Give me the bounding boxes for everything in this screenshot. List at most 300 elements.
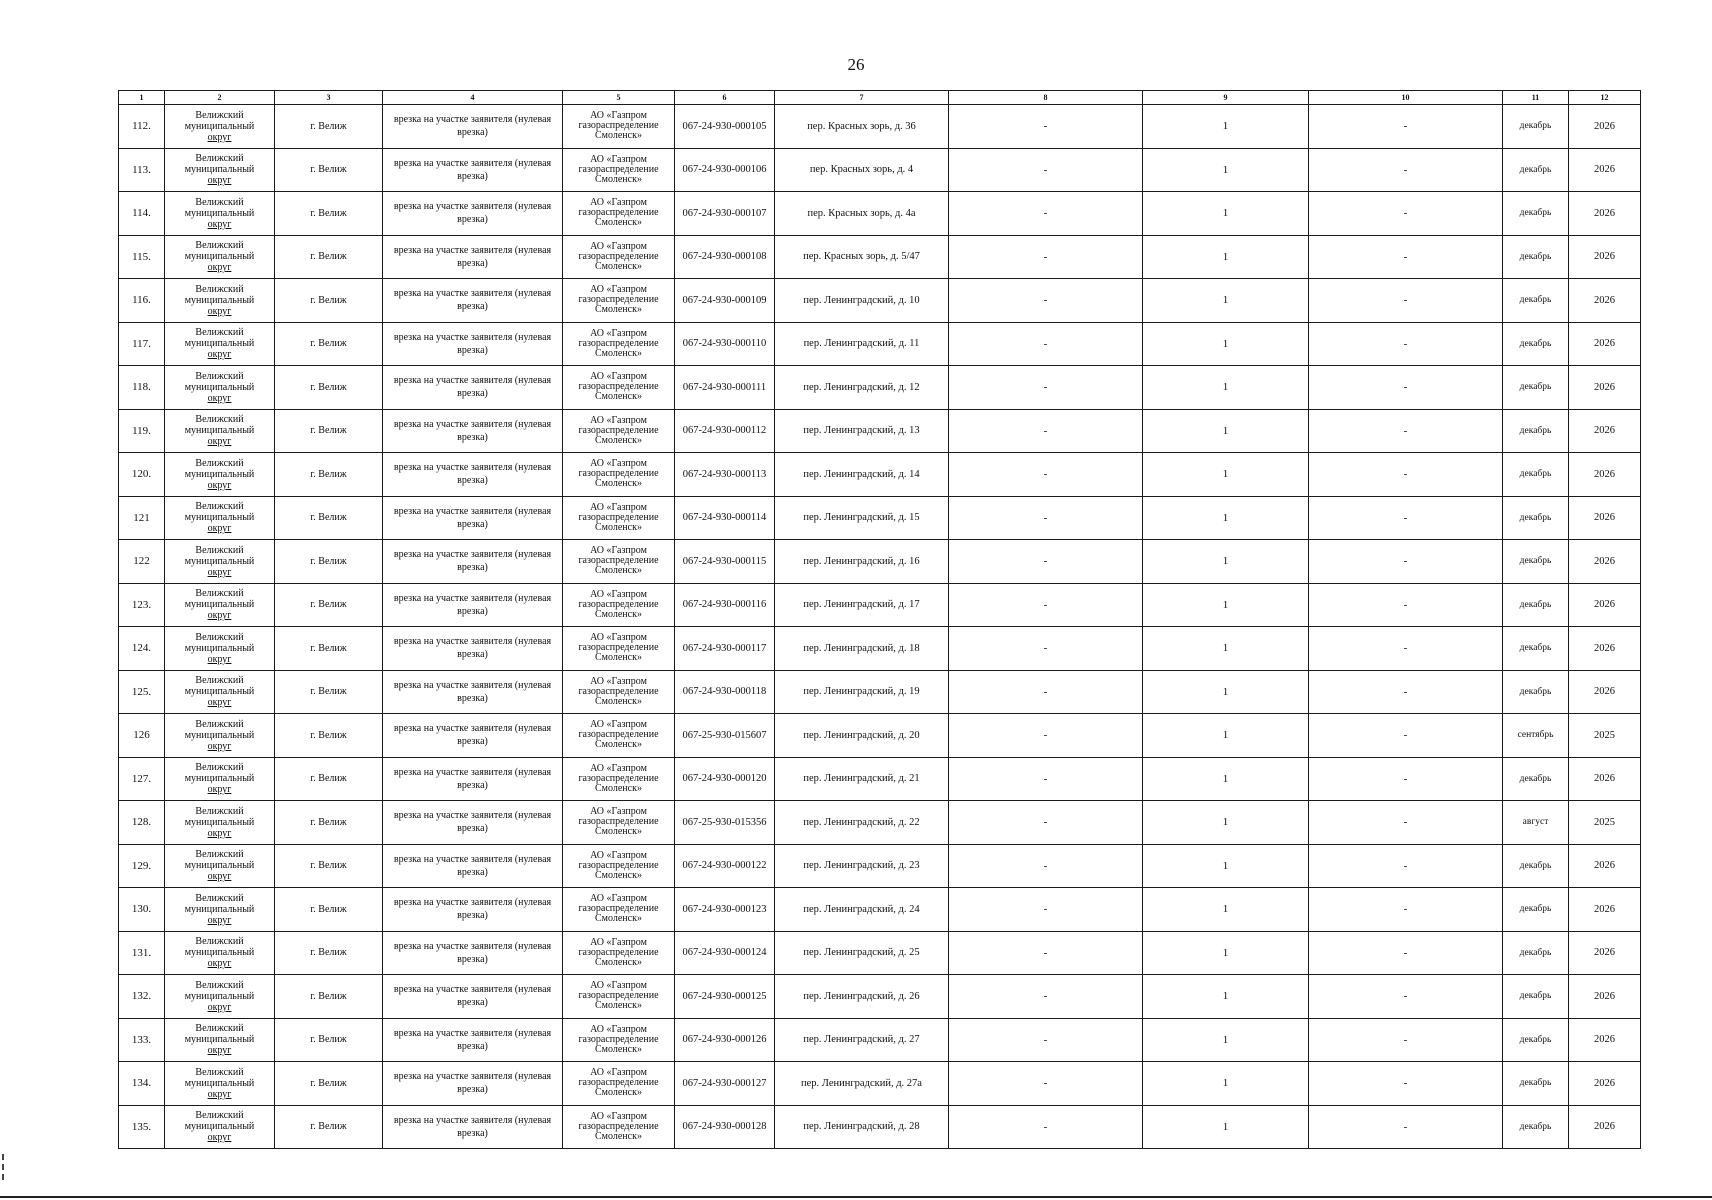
table-row <box>119 583 1641 627</box>
organization-cell <box>563 801 675 845</box>
col9-cell: 1 <box>1143 279 1309 323</box>
month-cell: декабрь <box>1503 279 1569 323</box>
organization-line: Смоленск» <box>595 956 642 968</box>
organization-cell <box>563 279 675 323</box>
work-type-cell: врезка на участке заявителя (нулевая врезка) <box>383 1062 563 1106</box>
organization-line: газораспределение <box>578 163 659 175</box>
organization-line: газораспределение <box>578 468 659 480</box>
col8-cell: - <box>949 801 1143 845</box>
organization-cell <box>563 844 675 888</box>
col8-cell: - <box>949 540 1143 584</box>
month-cell: декабрь <box>1503 757 1569 801</box>
organization-line: АО «Газпром <box>590 675 647 687</box>
organization-line: Смоленск» <box>595 304 642 316</box>
organization-line: газораспределение <box>578 642 659 654</box>
organization-line: газораспределение <box>578 729 659 741</box>
organization-line: газораспределение <box>578 903 659 915</box>
organization-line: Смоленск» <box>595 608 642 620</box>
municipality-line: округ <box>207 610 232 622</box>
municipality-line: Велижский <box>195 544 244 556</box>
col10-cell: - <box>1309 409 1503 453</box>
code-cell: 067-24-930-000118 <box>675 670 775 714</box>
col-header: 11 <box>1503 91 1569 105</box>
municipality-line: муниципальный <box>184 207 255 219</box>
col-header: 10 <box>1309 91 1503 105</box>
table-row <box>119 540 1641 584</box>
table-row <box>119 627 1641 671</box>
col-header: 9 <box>1143 91 1309 105</box>
month-cell: декабрь <box>1503 453 1569 497</box>
col9-cell: 1 <box>1143 409 1309 453</box>
organization-cell <box>563 235 675 279</box>
address-cell: пер. Ленинградский, д. 17 <box>775 583 949 627</box>
address-cell: пер. Ленинградский, д. 14 <box>775 453 949 497</box>
year-cell: 2026 <box>1569 670 1641 714</box>
work-type-cell: врезка на участке заявителя (нулевая врезка) <box>383 670 563 714</box>
row-number-cell: 116. <box>119 279 165 323</box>
organization-line: АО «Газпром <box>590 414 647 426</box>
code-cell: 067-24-930-000114 <box>675 496 775 540</box>
col8-cell: - <box>949 496 1143 540</box>
table-row <box>119 931 1641 975</box>
organization-line: Смоленск» <box>595 826 642 838</box>
col9-cell: 1 <box>1143 1062 1309 1106</box>
row-number-cell: 112. <box>119 105 165 149</box>
municipality-line: округ <box>207 392 232 404</box>
municipality-line: Велижский <box>195 936 244 948</box>
municipality-cell <box>165 844 275 888</box>
code-cell: 067-24-930-000106 <box>675 148 775 192</box>
col10-cell: - <box>1309 757 1503 801</box>
col8-cell: - <box>949 714 1143 758</box>
month-cell: декабрь <box>1503 1105 1569 1149</box>
municipality-cell <box>165 453 275 497</box>
register-table <box>118 90 1641 1149</box>
municipality-line: Велижский <box>195 979 244 991</box>
address-cell: пер. Ленинградский, д. 13 <box>775 409 949 453</box>
code-cell: 067-24-930-000107 <box>675 192 775 236</box>
month-cell: декабрь <box>1503 670 1569 714</box>
municipality-cell <box>165 888 275 932</box>
municipality-cell <box>165 931 275 975</box>
table-row <box>119 1062 1641 1106</box>
col9-cell: 1 <box>1143 931 1309 975</box>
municipality-cell <box>165 322 275 366</box>
city-cell: г. Велиж <box>275 279 383 323</box>
organization-line: АО «Газпром <box>590 284 647 296</box>
code-cell: 067-24-930-000112 <box>675 409 775 453</box>
work-type-cell: врезка на участке заявителя (нулевая врезка) <box>383 583 563 627</box>
table-row <box>119 1105 1641 1149</box>
table-row <box>119 148 1641 192</box>
municipality-line: округ <box>207 349 232 361</box>
address-cell: пер. Ленинградский, д. 26 <box>775 975 949 1019</box>
organization-line: Смоленск» <box>595 869 642 881</box>
organization-line: АО «Газпром <box>590 1110 647 1122</box>
code-cell: 067-24-930-000124 <box>675 931 775 975</box>
month-cell: август <box>1503 801 1569 845</box>
row-number-cell: 134. <box>119 1062 165 1106</box>
table-row <box>119 1018 1641 1062</box>
row-number-cell: 123. <box>119 583 165 627</box>
municipality-cell <box>165 192 275 236</box>
city-cell: г. Велиж <box>275 192 383 236</box>
address-cell: пер. Ленинградский, д. 25 <box>775 931 949 975</box>
organization-line: газораспределение <box>578 294 659 306</box>
col9-cell: 1 <box>1143 496 1309 540</box>
address-cell: пер. Ленинградский, д. 20 <box>775 714 949 758</box>
col-header: 8 <box>949 91 1143 105</box>
col10-cell: - <box>1309 105 1503 149</box>
year-cell: 2026 <box>1569 279 1641 323</box>
month-cell: сентябрь <box>1503 714 1569 758</box>
municipality-line: муниципальный <box>184 468 255 480</box>
organization-line: АО «Газпром <box>590 806 647 818</box>
organization-line: АО «Газпром <box>590 110 647 122</box>
col10-cell: - <box>1309 844 1503 888</box>
month-cell: декабрь <box>1503 975 1569 1019</box>
month-cell: декабрь <box>1503 627 1569 671</box>
address-cell: пер. Ленинградский, д. 24 <box>775 888 949 932</box>
city-cell: г. Велиж <box>275 1018 383 1062</box>
municipality-cell <box>165 1018 275 1062</box>
organization-line: Смоленск» <box>595 1043 642 1055</box>
organization-line: газораспределение <box>578 1077 659 1089</box>
municipality-line: муниципальный <box>184 947 255 959</box>
work-type-cell: врезка на участке заявителя (нулевая врезка) <box>383 844 563 888</box>
table-row <box>119 670 1641 714</box>
organization-line: газораспределение <box>578 1033 659 1045</box>
municipality-line: муниципальный <box>184 512 255 524</box>
municipality-line: округ <box>207 131 232 143</box>
organization-line: Смоленск» <box>595 478 642 490</box>
organization-line: АО «Газпром <box>590 1067 647 1079</box>
col8-cell: - <box>949 670 1143 714</box>
col-header: 12 <box>1569 91 1641 105</box>
work-type-cell: врезка на участке заявителя (нулевая врезка) <box>383 279 563 323</box>
row-number-cell: 125. <box>119 670 165 714</box>
row-number-cell: 135. <box>119 1105 165 1149</box>
organization-line: Смоленск» <box>595 1087 642 1099</box>
page-bottom-border <box>0 1196 1712 1198</box>
year-cell: 2026 <box>1569 1018 1641 1062</box>
row-number-cell: 130. <box>119 888 165 932</box>
organization-line: АО «Газпром <box>590 327 647 339</box>
col-header: 6 <box>675 91 775 105</box>
col9-cell: 1 <box>1143 322 1309 366</box>
work-type-cell: врезка на участке заявителя (нулевая врезка) <box>383 192 563 236</box>
col8-cell: - <box>949 453 1143 497</box>
municipality-line: Велижский <box>195 370 244 382</box>
organization-line: АО «Газпром <box>590 849 647 861</box>
col8-cell: - <box>949 627 1143 671</box>
code-cell: 067-24-930-000115 <box>675 540 775 584</box>
month-cell: декабрь <box>1503 366 1569 410</box>
table-row <box>119 975 1641 1019</box>
municipality-line: Велижский <box>195 501 244 513</box>
city-cell: г. Велиж <box>275 409 383 453</box>
organization-line: АО «Газпром <box>590 501 647 513</box>
municipality-line: Велижский <box>195 327 244 339</box>
col10-cell: - <box>1309 1018 1503 1062</box>
address-cell: пер. Ленинградский, д. 12 <box>775 366 949 410</box>
month-cell: декабрь <box>1503 1018 1569 1062</box>
organization-cell <box>563 757 675 801</box>
row-number-cell: 128. <box>119 801 165 845</box>
col10-cell: - <box>1309 670 1503 714</box>
work-type-cell: врезка на участке заявителя (нулевая врезка) <box>383 627 563 671</box>
organization-cell <box>563 192 675 236</box>
col8-cell: - <box>949 366 1143 410</box>
row-number-cell: 114. <box>119 192 165 236</box>
municipality-line: Велижский <box>195 805 244 817</box>
year-cell: 2026 <box>1569 105 1641 149</box>
municipality-cell <box>165 670 275 714</box>
month-cell: декабрь <box>1503 105 1569 149</box>
organization-line: газораспределение <box>578 816 659 828</box>
month-cell: декабрь <box>1503 409 1569 453</box>
address-cell: пер. Красных зорь, д. 4 <box>775 148 949 192</box>
municipality-line: муниципальный <box>184 816 255 828</box>
col10-cell: - <box>1309 714 1503 758</box>
col10-cell: - <box>1309 540 1503 584</box>
address-cell: пер. Ленинградский, д. 11 <box>775 322 949 366</box>
municipality-line: муниципальный <box>184 381 255 393</box>
code-cell: 067-24-930-000108 <box>675 235 775 279</box>
municipality-line: Велижский <box>195 1110 244 1122</box>
col8-cell: - <box>949 757 1143 801</box>
organization-line: Смоленск» <box>595 217 642 229</box>
month-cell: декабрь <box>1503 844 1569 888</box>
organization-line: АО «Газпром <box>590 545 647 557</box>
municipality-line: округ <box>207 914 232 926</box>
table-row <box>119 322 1641 366</box>
municipality-cell <box>165 801 275 845</box>
organization-cell <box>563 714 675 758</box>
code-cell: 067-24-930-000109 <box>675 279 775 323</box>
city-cell: г. Велиж <box>275 235 383 279</box>
organization-line: Смоленск» <box>595 1130 642 1142</box>
city-cell: г. Велиж <box>275 627 383 671</box>
col9-cell: 1 <box>1143 235 1309 279</box>
year-cell: 2025 <box>1569 801 1641 845</box>
month-cell: декабрь <box>1503 235 1569 279</box>
organization-line: газораспределение <box>578 424 659 436</box>
code-cell: 067-24-930-000125 <box>675 975 775 1019</box>
organization-line: газораспределение <box>578 337 659 349</box>
municipality-line: округ <box>207 523 232 535</box>
city-cell: г. Велиж <box>275 975 383 1019</box>
municipality-line: округ <box>207 218 232 230</box>
municipality-cell <box>165 496 275 540</box>
work-type-cell: врезка на участке заявителя (нулевая врезка) <box>383 409 563 453</box>
code-cell: 067-24-930-000111 <box>675 366 775 410</box>
municipality-cell <box>165 714 275 758</box>
header-row <box>119 91 1641 105</box>
organization-cell <box>563 322 675 366</box>
city-cell: г. Велиж <box>275 1105 383 1149</box>
year-cell: 2026 <box>1569 192 1641 236</box>
row-number-cell: 126 <box>119 714 165 758</box>
municipality-line: округ <box>207 566 232 578</box>
city-cell: г. Велиж <box>275 366 383 410</box>
address-cell: пер. Ленинградский, д. 23 <box>775 844 949 888</box>
margin-marks <box>2 1150 8 1190</box>
municipality-cell <box>165 1062 275 1106</box>
work-type-cell: врезка на участке заявителя (нулевая врезка) <box>383 801 563 845</box>
municipality-line: муниципальный <box>184 773 255 785</box>
municipality-line: муниципальный <box>184 990 255 1002</box>
municipality-line: муниципальный <box>184 1121 255 1133</box>
col9-cell: 1 <box>1143 670 1309 714</box>
organization-line: газораспределение <box>578 120 659 132</box>
municipality-line: Велижский <box>195 762 244 774</box>
col9-cell: 1 <box>1143 1018 1309 1062</box>
col10-cell: - <box>1309 496 1503 540</box>
row-number-cell: 124. <box>119 627 165 671</box>
col8-cell: - <box>949 322 1143 366</box>
table-row <box>119 235 1641 279</box>
year-cell: 2026 <box>1569 888 1641 932</box>
col8-cell: - <box>949 975 1143 1019</box>
col8-cell: - <box>949 235 1143 279</box>
organization-line: Смоленск» <box>595 739 642 751</box>
row-number-cell: 131. <box>119 931 165 975</box>
year-cell: 2026 <box>1569 453 1641 497</box>
col10-cell: - <box>1309 235 1503 279</box>
city-cell: г. Велиж <box>275 1062 383 1106</box>
table-row <box>119 757 1641 801</box>
row-number-cell: 115. <box>119 235 165 279</box>
row-number-cell: 113. <box>119 148 165 192</box>
municipality-line: муниципальный <box>184 903 255 915</box>
code-cell: 067-24-930-000113 <box>675 453 775 497</box>
municipality-line: Велижский <box>195 153 244 165</box>
table-row <box>119 844 1641 888</box>
row-number-cell: 122 <box>119 540 165 584</box>
table-row <box>119 105 1641 149</box>
municipality-line: округ <box>207 958 232 970</box>
municipality-line: Велижский <box>195 892 244 904</box>
organization-line: газораспределение <box>578 859 659 871</box>
city-cell: г. Велиж <box>275 148 383 192</box>
table-row <box>119 279 1641 323</box>
col10-cell: - <box>1309 192 1503 236</box>
code-cell: 067-24-930-000105 <box>675 105 775 149</box>
code-cell: 067-24-930-000122 <box>675 844 775 888</box>
municipality-line: Велижский <box>195 675 244 687</box>
organization-line: газораспределение <box>578 772 659 784</box>
organization-cell <box>563 1105 675 1149</box>
city-cell: г. Велиж <box>275 931 383 975</box>
col10-cell: - <box>1309 148 1503 192</box>
address-cell: пер. Ленинградский, д. 28 <box>775 1105 949 1149</box>
address-cell: пер. Ленинградский, д. 15 <box>775 496 949 540</box>
municipality-line: Велижский <box>195 588 244 600</box>
municipality-line: округ <box>207 436 232 448</box>
organization-line: газораспределение <box>578 685 659 697</box>
organization-line: АО «Газпром <box>590 240 647 252</box>
municipality-line: муниципальный <box>184 729 255 741</box>
col9-cell: 1 <box>1143 105 1309 149</box>
year-cell: 2026 <box>1569 1062 1641 1106</box>
city-cell: г. Велиж <box>275 583 383 627</box>
work-type-cell: врезка на участке заявителя (нулевая врезка) <box>383 496 563 540</box>
col10-cell: - <box>1309 322 1503 366</box>
col-header: 4 <box>383 91 563 105</box>
year-cell: 2026 <box>1569 757 1641 801</box>
col10-cell: - <box>1309 888 1503 932</box>
municipality-line: Велижский <box>195 109 244 121</box>
year-cell: 2026 <box>1569 975 1641 1019</box>
organization-line: Смоленск» <box>595 260 642 272</box>
city-cell: г. Велиж <box>275 496 383 540</box>
organization-line: Смоленск» <box>595 391 642 403</box>
table-row <box>119 409 1641 453</box>
col8-cell: - <box>949 1105 1143 1149</box>
organization-line: АО «Газпром <box>590 371 647 383</box>
municipality-line: муниципальный <box>184 555 255 567</box>
table-row <box>119 714 1641 758</box>
municipality-line: муниципальный <box>184 642 255 654</box>
address-cell: пер. Красных зорь, д. 4а <box>775 192 949 236</box>
organization-cell <box>563 540 675 584</box>
city-cell: г. Велиж <box>275 322 383 366</box>
month-cell: декабрь <box>1503 931 1569 975</box>
municipality-line: округ <box>207 479 232 491</box>
organization-line: АО «Газпром <box>590 632 647 644</box>
organization-line: газораспределение <box>578 207 659 219</box>
municipality-line: муниципальный <box>184 120 255 132</box>
municipality-cell <box>165 409 275 453</box>
work-type-cell: врезка на участке заявителя (нулевая врезка) <box>383 148 563 192</box>
organization-line: Смоленск» <box>595 130 642 142</box>
table-body <box>119 105 1641 1149</box>
row-number-cell: 127. <box>119 757 165 801</box>
municipality-cell <box>165 279 275 323</box>
col9-cell: 1 <box>1143 714 1309 758</box>
organization-line: Смоленск» <box>595 173 642 185</box>
year-cell: 2026 <box>1569 322 1641 366</box>
col10-cell: - <box>1309 801 1503 845</box>
address-cell: пер. Ленинградский, д. 10 <box>775 279 949 323</box>
col-header: 2 <box>165 91 275 105</box>
municipality-line: Велижский <box>195 849 244 861</box>
col10-cell: - <box>1309 279 1503 323</box>
month-cell: декабрь <box>1503 540 1569 584</box>
municipality-line: муниципальный <box>184 1077 255 1089</box>
organization-line: Смоленск» <box>595 521 642 533</box>
organization-line: газораспределение <box>578 555 659 567</box>
code-cell: 067-24-930-000120 <box>675 757 775 801</box>
col9-cell: 1 <box>1143 540 1309 584</box>
work-type-cell: врезка на участке заявителя (нулевая врезка) <box>383 235 563 279</box>
municipality-line: муниципальный <box>184 164 255 176</box>
row-number-cell: 132. <box>119 975 165 1019</box>
col9-cell: 1 <box>1143 192 1309 236</box>
municipality-line: Велижский <box>195 631 244 643</box>
col9-cell: 1 <box>1143 1105 1309 1149</box>
city-cell: г. Велиж <box>275 714 383 758</box>
col8-cell: - <box>949 1062 1143 1106</box>
municipality-cell <box>165 148 275 192</box>
col8-cell: - <box>949 931 1143 975</box>
year-cell: 2026 <box>1569 583 1641 627</box>
organization-line: Смоленск» <box>595 565 642 577</box>
table-row <box>119 366 1641 410</box>
year-cell: 2026 <box>1569 627 1641 671</box>
city-cell: г. Велиж <box>275 844 383 888</box>
